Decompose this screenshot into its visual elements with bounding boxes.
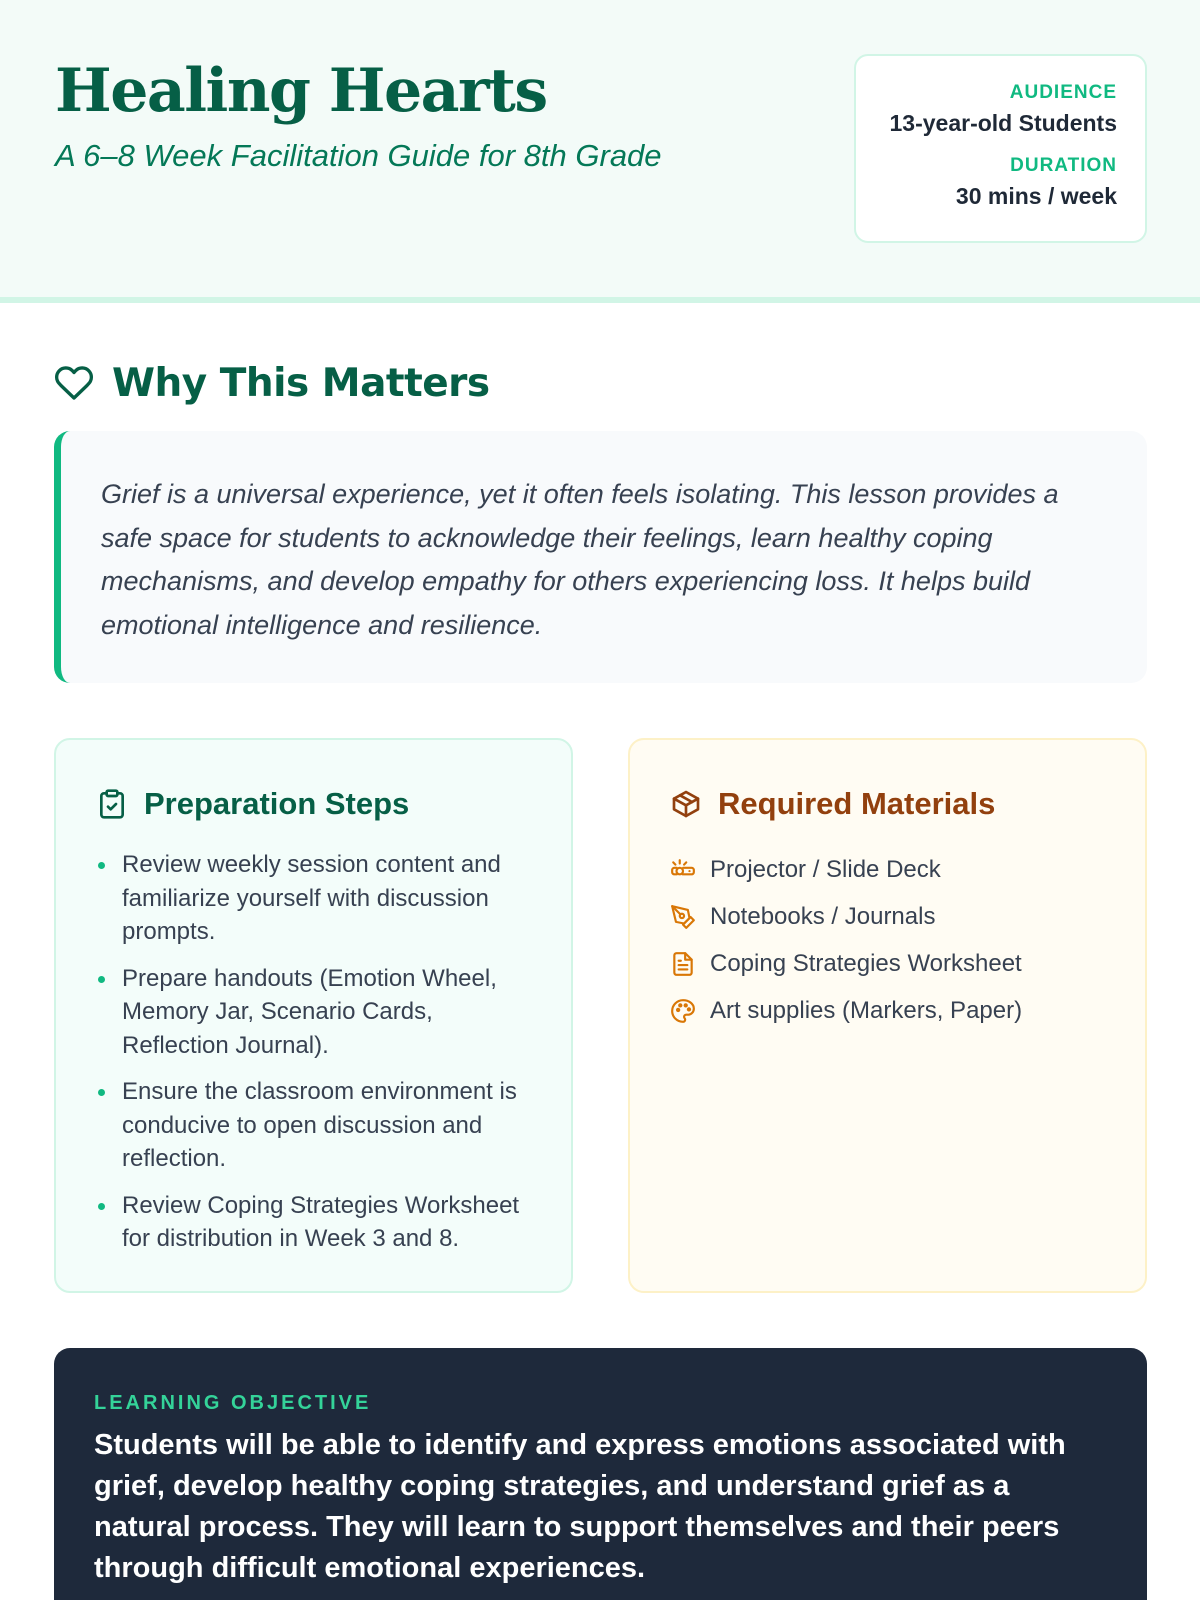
materials-heading <box>670 784 1105 824</box>
projector-icon <box>670 857 696 883</box>
why-quote <box>54 431 1147 683</box>
materials-card <box>628 738 1147 1293</box>
palette-icon <box>670 998 696 1024</box>
preparation-title: Preparation Steps <box>144 786 410 821</box>
material-label: Projector / Slide Deck <box>710 855 941 883</box>
page-subtitle: A 6–8 Week Facilitation Guide for 8th Grade <box>55 138 662 173</box>
list-item <box>670 846 1105 893</box>
list-item <box>670 940 1105 987</box>
header-divider <box>0 297 1200 303</box>
list-item <box>670 987 1105 1034</box>
why-title: Why This Matters <box>112 360 490 406</box>
list-item <box>670 893 1105 940</box>
objective-text: Students will be able to identify and express emotions associated with grief, develop healthy coping strategies, and understand grief as a natural process. They will learn to support themselves and their peers through difficult emotional experiences. <box>94 1429 1066 1584</box>
duration-label: DURATION <box>1010 155 1117 176</box>
page-header <box>0 0 1200 297</box>
package-icon <box>670 788 702 820</box>
material-label: Art supplies (Markers, Paper) <box>710 996 1023 1024</box>
material-label: Notebooks / Journals <box>710 902 936 930</box>
heart-icon <box>54 363 94 403</box>
preparation-heading <box>96 784 531 824</box>
learning-objective-panel <box>54 1348 1147 1600</box>
pen-tool-icon <box>670 904 696 930</box>
file-text-icon <box>670 951 696 977</box>
meta-card <box>854 54 1147 243</box>
preparation-card <box>54 738 573 1293</box>
objective-label: LEARNING OBJECTIVE <box>94 1392 372 1414</box>
why-text: Grief is a universal experience, yet it often feels isolating. This lesson provides a safe space for students to acknowledge their feelings, learn healthy coping mechanisms, and develop empathy for others experiencing loss. It helps build emotional intelligence and resilience. <box>101 479 1059 640</box>
page-title: Healing Hearts <box>55 56 547 126</box>
materials-list <box>670 846 1105 1034</box>
list-item: Ensure the classroom environment is conducive to open discussion and reflection. <box>96 1075 531 1176</box>
clipboard-check-icon <box>96 788 128 820</box>
preparation-list <box>96 848 531 1256</box>
list-item: Review weekly session content and familiarize yourself with discussion prompts. <box>96 848 531 949</box>
list-item: Prepare handouts (Emotion Wheel, Memory Jar, Scenario Cards, Reflection Journal). <box>96 962 531 1063</box>
duration-value: 30 mins / week <box>955 183 1117 209</box>
material-label: Coping Strategies Worksheet <box>710 949 1022 977</box>
list-item: Review Coping Strategies Worksheet for distribution in Week 3 and 8. <box>96 1189 531 1256</box>
materials-title: Required Materials <box>718 786 996 821</box>
why-section-heading <box>54 358 490 408</box>
audience-value: 13-year-old Students <box>889 110 1117 136</box>
audience-label: AUDIENCE <box>1009 82 1117 103</box>
